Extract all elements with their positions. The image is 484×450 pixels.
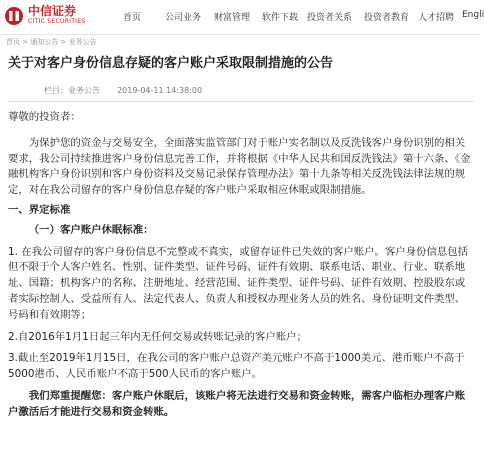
article-meta	[44, 85, 202, 96]
breadcrumb[interactable]: 首页 > 通知公告 > 业务公告	[6, 38, 97, 46]
title-divider	[8, 101, 474, 102]
criteria-item-3: 3.截止至2019年1月15日，在我公司的客户账户总资产美元账户不高于1000美元、港币账户不高于5000港币、人民币账户不高于500人民币的客户账户。	[8, 352, 465, 381]
subsection-heading: （一）客户账户休眠标准：	[28, 223, 154, 236]
nav-item-careers[interactable]: 人才招聘	[418, 13, 455, 23]
logo-subtext: CITIC SECURITIES	[28, 18, 86, 25]
article-date: 2019-04-11 14:38:00	[117, 86, 203, 95]
section-heading: 一、界定标准	[8, 203, 71, 216]
nav-item-investor-relations[interactable]: 投资者关系	[307, 13, 353, 23]
logo-text: 中信证券	[28, 4, 77, 18]
nav-item-software-download[interactable]: 软件下载	[262, 13, 299, 23]
top-navigation-bar	[0, 0, 484, 35]
criteria-item-2: 2.自2016年1月1日起三年内无任何交易或转账记录的客户账户；	[8, 330, 307, 343]
greeting: 尊敬的投资者：	[8, 111, 81, 123]
main-nav	[0, 10, 484, 26]
nav-item-investor-education[interactable]: 投资者教育	[364, 13, 410, 23]
article-category: 栏目：业务公告	[44, 86, 100, 95]
criteria-item-1: 1. 在我公司留存的客户身份信息不完整或不真实，或留存证件已失效的客户账户。客户身份信息包括但不限于个人客户姓名、性别、证件类型、证件号码、证件有效期、联系电话、职业、行业、联系地址、国籍；机构客户的名称、注册地址、经营范围、证件类型、证件号码、证件有效期、控股股东或者实际控制人、受益所有人、法定代表人、负责人和授权办理业务人员的姓名、身份证明文件类型、号码和有效期等；	[8, 245, 469, 321]
nav-item-company-business[interactable]: 公司业务	[165, 13, 202, 23]
nav-item-home[interactable]: 首页	[123, 13, 142, 23]
nav-item-wealth-management[interactable]: 财富管理	[214, 13, 251, 23]
nav-item-english[interactable]: Engli	[462, 10, 484, 20]
important-reminder: 我们郑重提醒您：客户账户休眠后，该账户将无法进行交易和资金转账，需客户临柜办理客户账户激活后才能进行交易和资金转账。	[8, 389, 466, 418]
page-title: 关于对客户身份信息存疑的客户账户采取限制措施的公告	[8, 56, 334, 71]
article-body	[8, 110, 474, 421]
intro-paragraph: 为保护您的资金与交易安全，全面落实监管部门对于账户实名制以及反洗钱客户身份识别的相关要求，我公司持续推进客户身份信息完善工作，并将根据《中华人民共和国反洗钱法》第十六条、《金融机构客户身份识别和客户身份资料及交易记录保存管理办法》第十九条等相关反洗钱法律法规的规定，对在我公司留存的客户身份信息存疑的客户账户采取相应休眠或限制措施。	[8, 136, 471, 197]
